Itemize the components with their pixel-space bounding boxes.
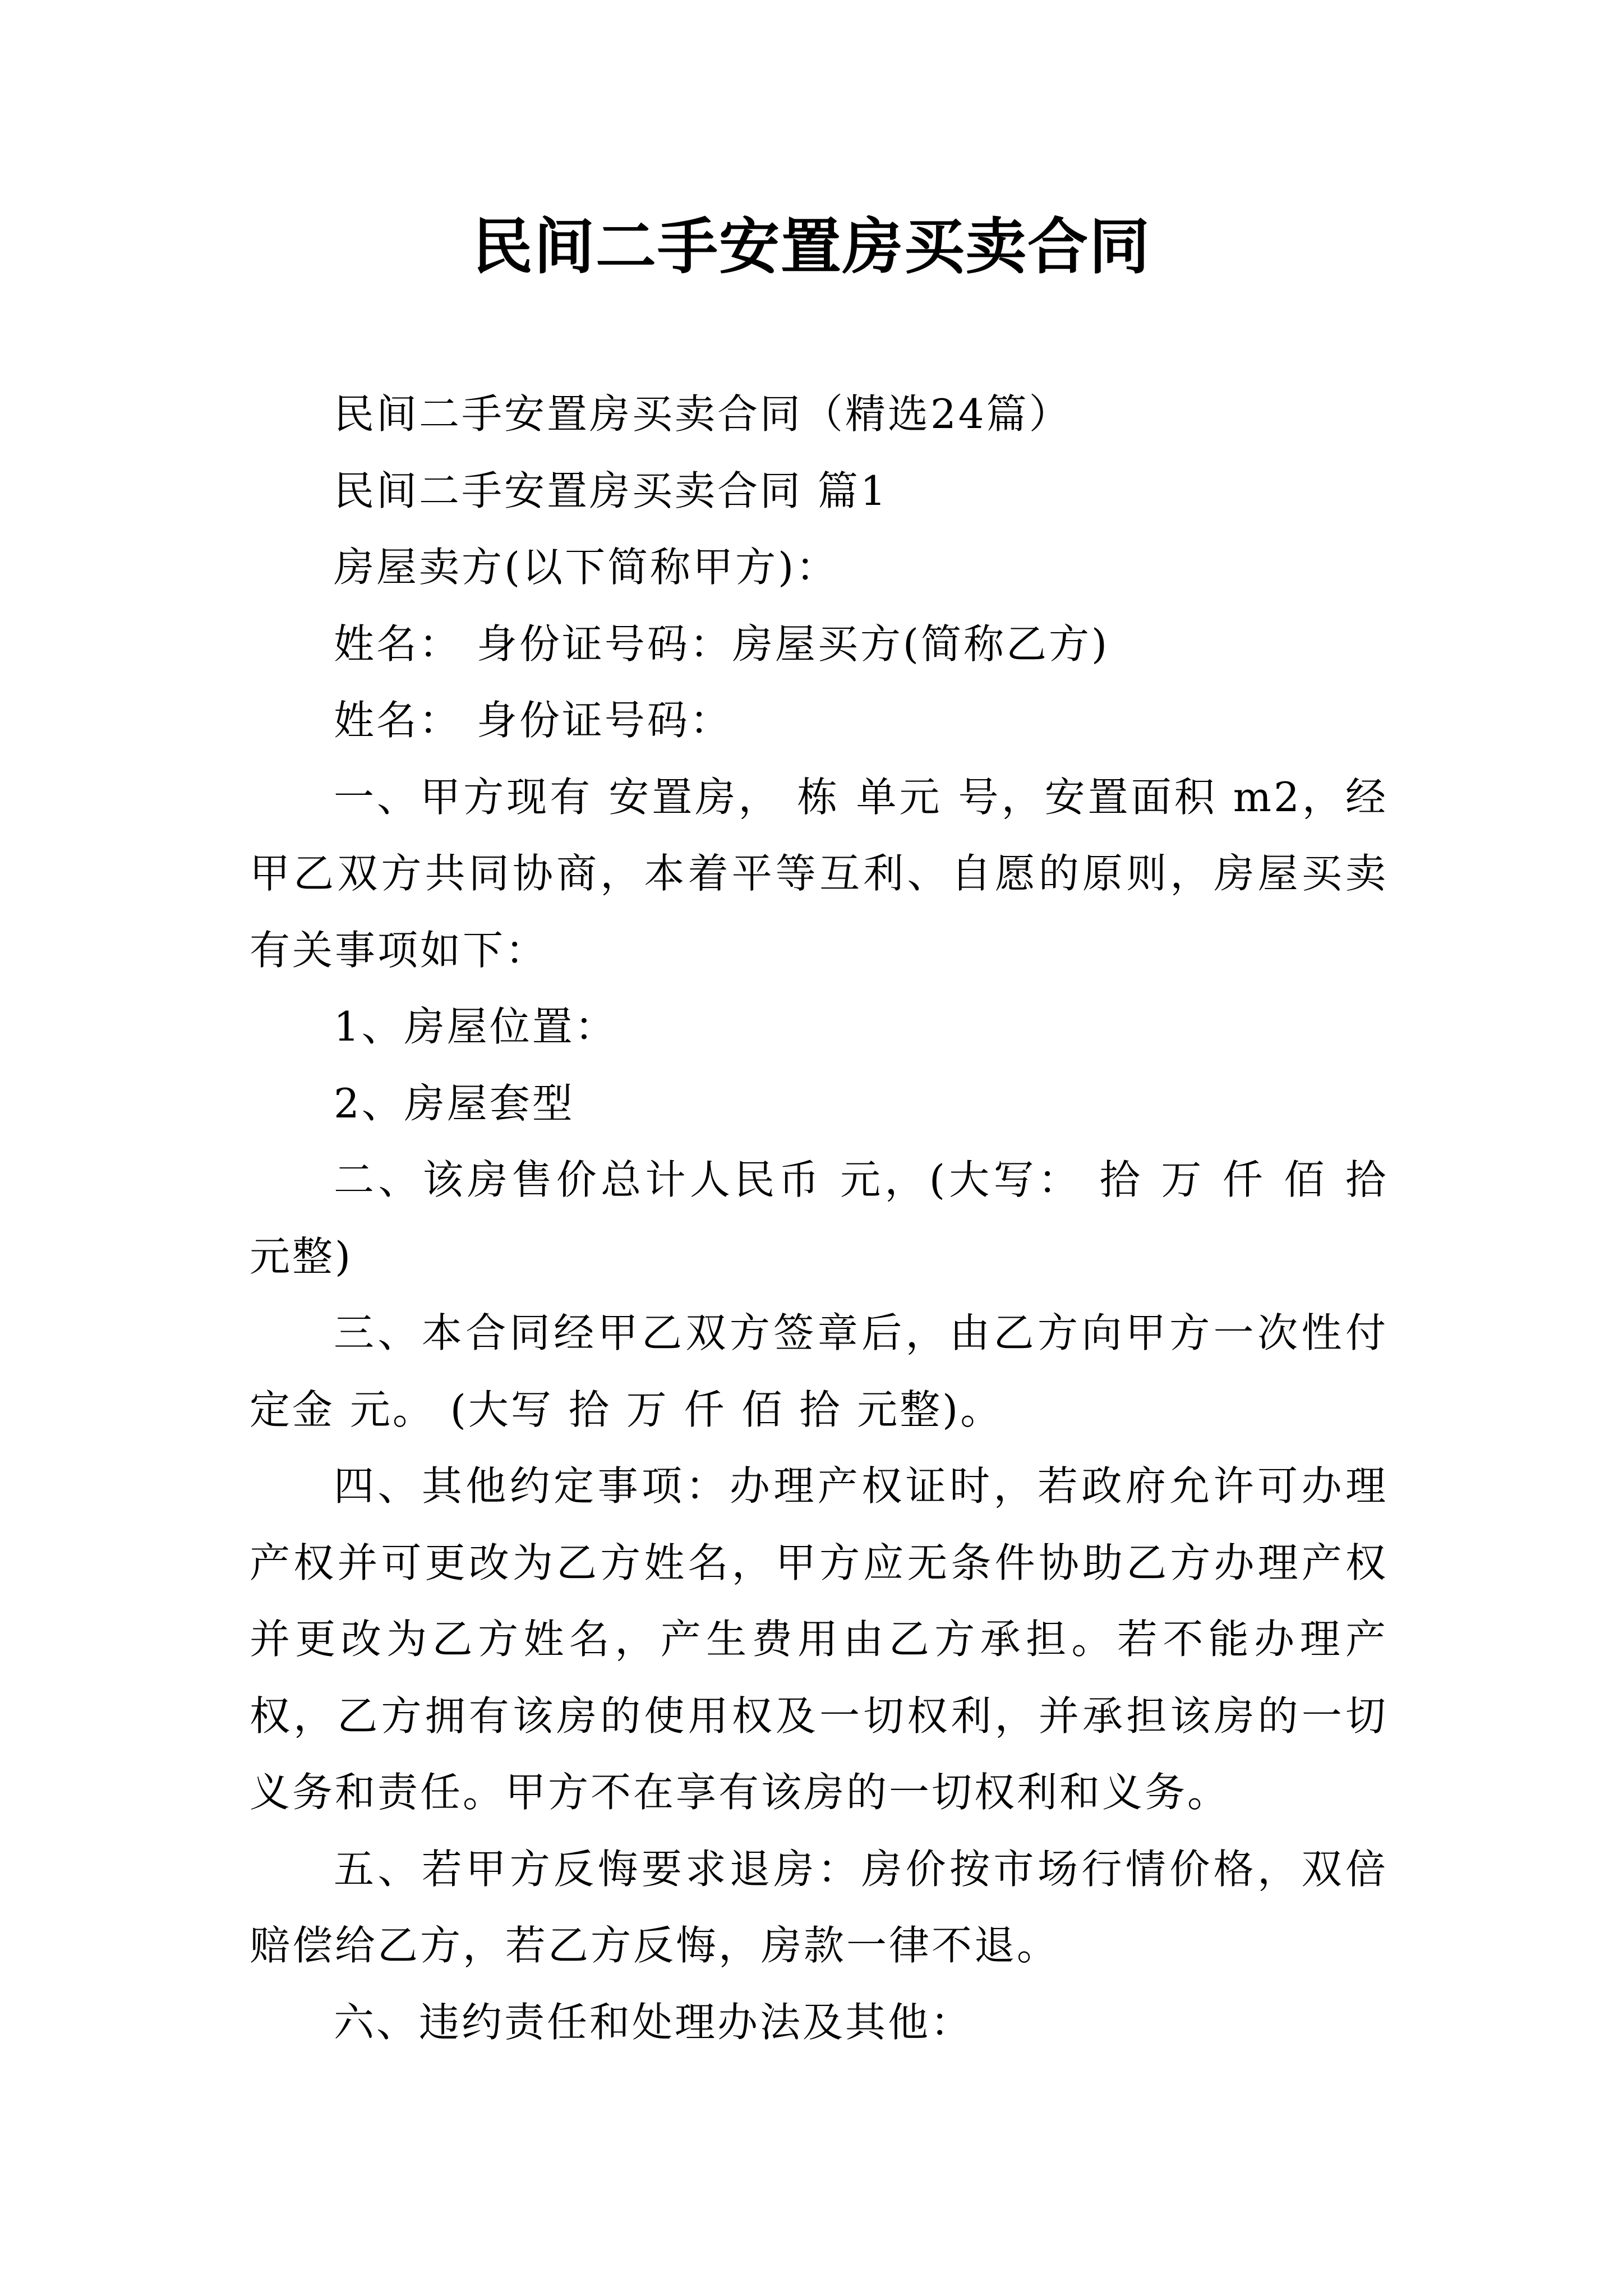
paragraph-section-heading: 民间二手安置房买卖合同 篇1: [334, 467, 888, 514]
paragraph-buyer-name: 姓名： 身份证号码：: [334, 697, 732, 744]
document-body: [250, 376, 1388, 2060]
paragraph-subtitle: 民间二手安置房买卖合同（精选24篇）: [334, 390, 1072, 438]
paragraph-seller-name: 姓名： 身份证号码：房屋买方(简称乙方): [334, 620, 1110, 668]
paragraph-layout: 2、房屋套型: [334, 1079, 575, 1127]
paragraph-clause-2: 二、该房售价总计人民币 元，(大写： 拾 万 仟 佰 拾 元整): [250, 1156, 1388, 1280]
paragraph-clause-1: 一、甲方现有 安置房， 栋 单元 号，安置面积 m2，经甲乙双方共同协商，本着平等互利、自愿的原则，房屋买卖有关事项如下：: [250, 773, 1388, 974]
paragraph-seller: 房屋卖方(以下简称甲方)：: [334, 544, 839, 591]
paragraph-clause-3: 三、本合同经甲乙双方签章后，由乙方向甲方一次性付定金 元。 (大写 拾 万 仟 佰 拾 元整)。: [250, 1309, 1388, 1433]
document-title: 民间二手安置房买卖合同: [472, 211, 1151, 282]
paragraph-clause-5: 五、若甲方反悔要求退房：房价按市场行情价格，双倍赔偿给乙方，若乙方反悔，房款一律不退。: [250, 1845, 1388, 1969]
paragraph-location: 1、房屋位置：: [334, 1003, 617, 1050]
paragraph-clause-6: 六、违约责任和处理办法及其他：: [334, 1998, 974, 2046]
paragraph-clause-4: 四、其他约定事项：办理产权证时，若政府允许可办理产权并可更改为乙方姓名，甲方应无条件协助乙方办理产权并更改为乙方姓名，产生费用由乙方承担。若不能办理产权，乙方拥有该房的使用权及一切权利，并承担该房的一切义务和责任。甲方不在享有该房的一切权利和义务。: [250, 1462, 1388, 1816]
